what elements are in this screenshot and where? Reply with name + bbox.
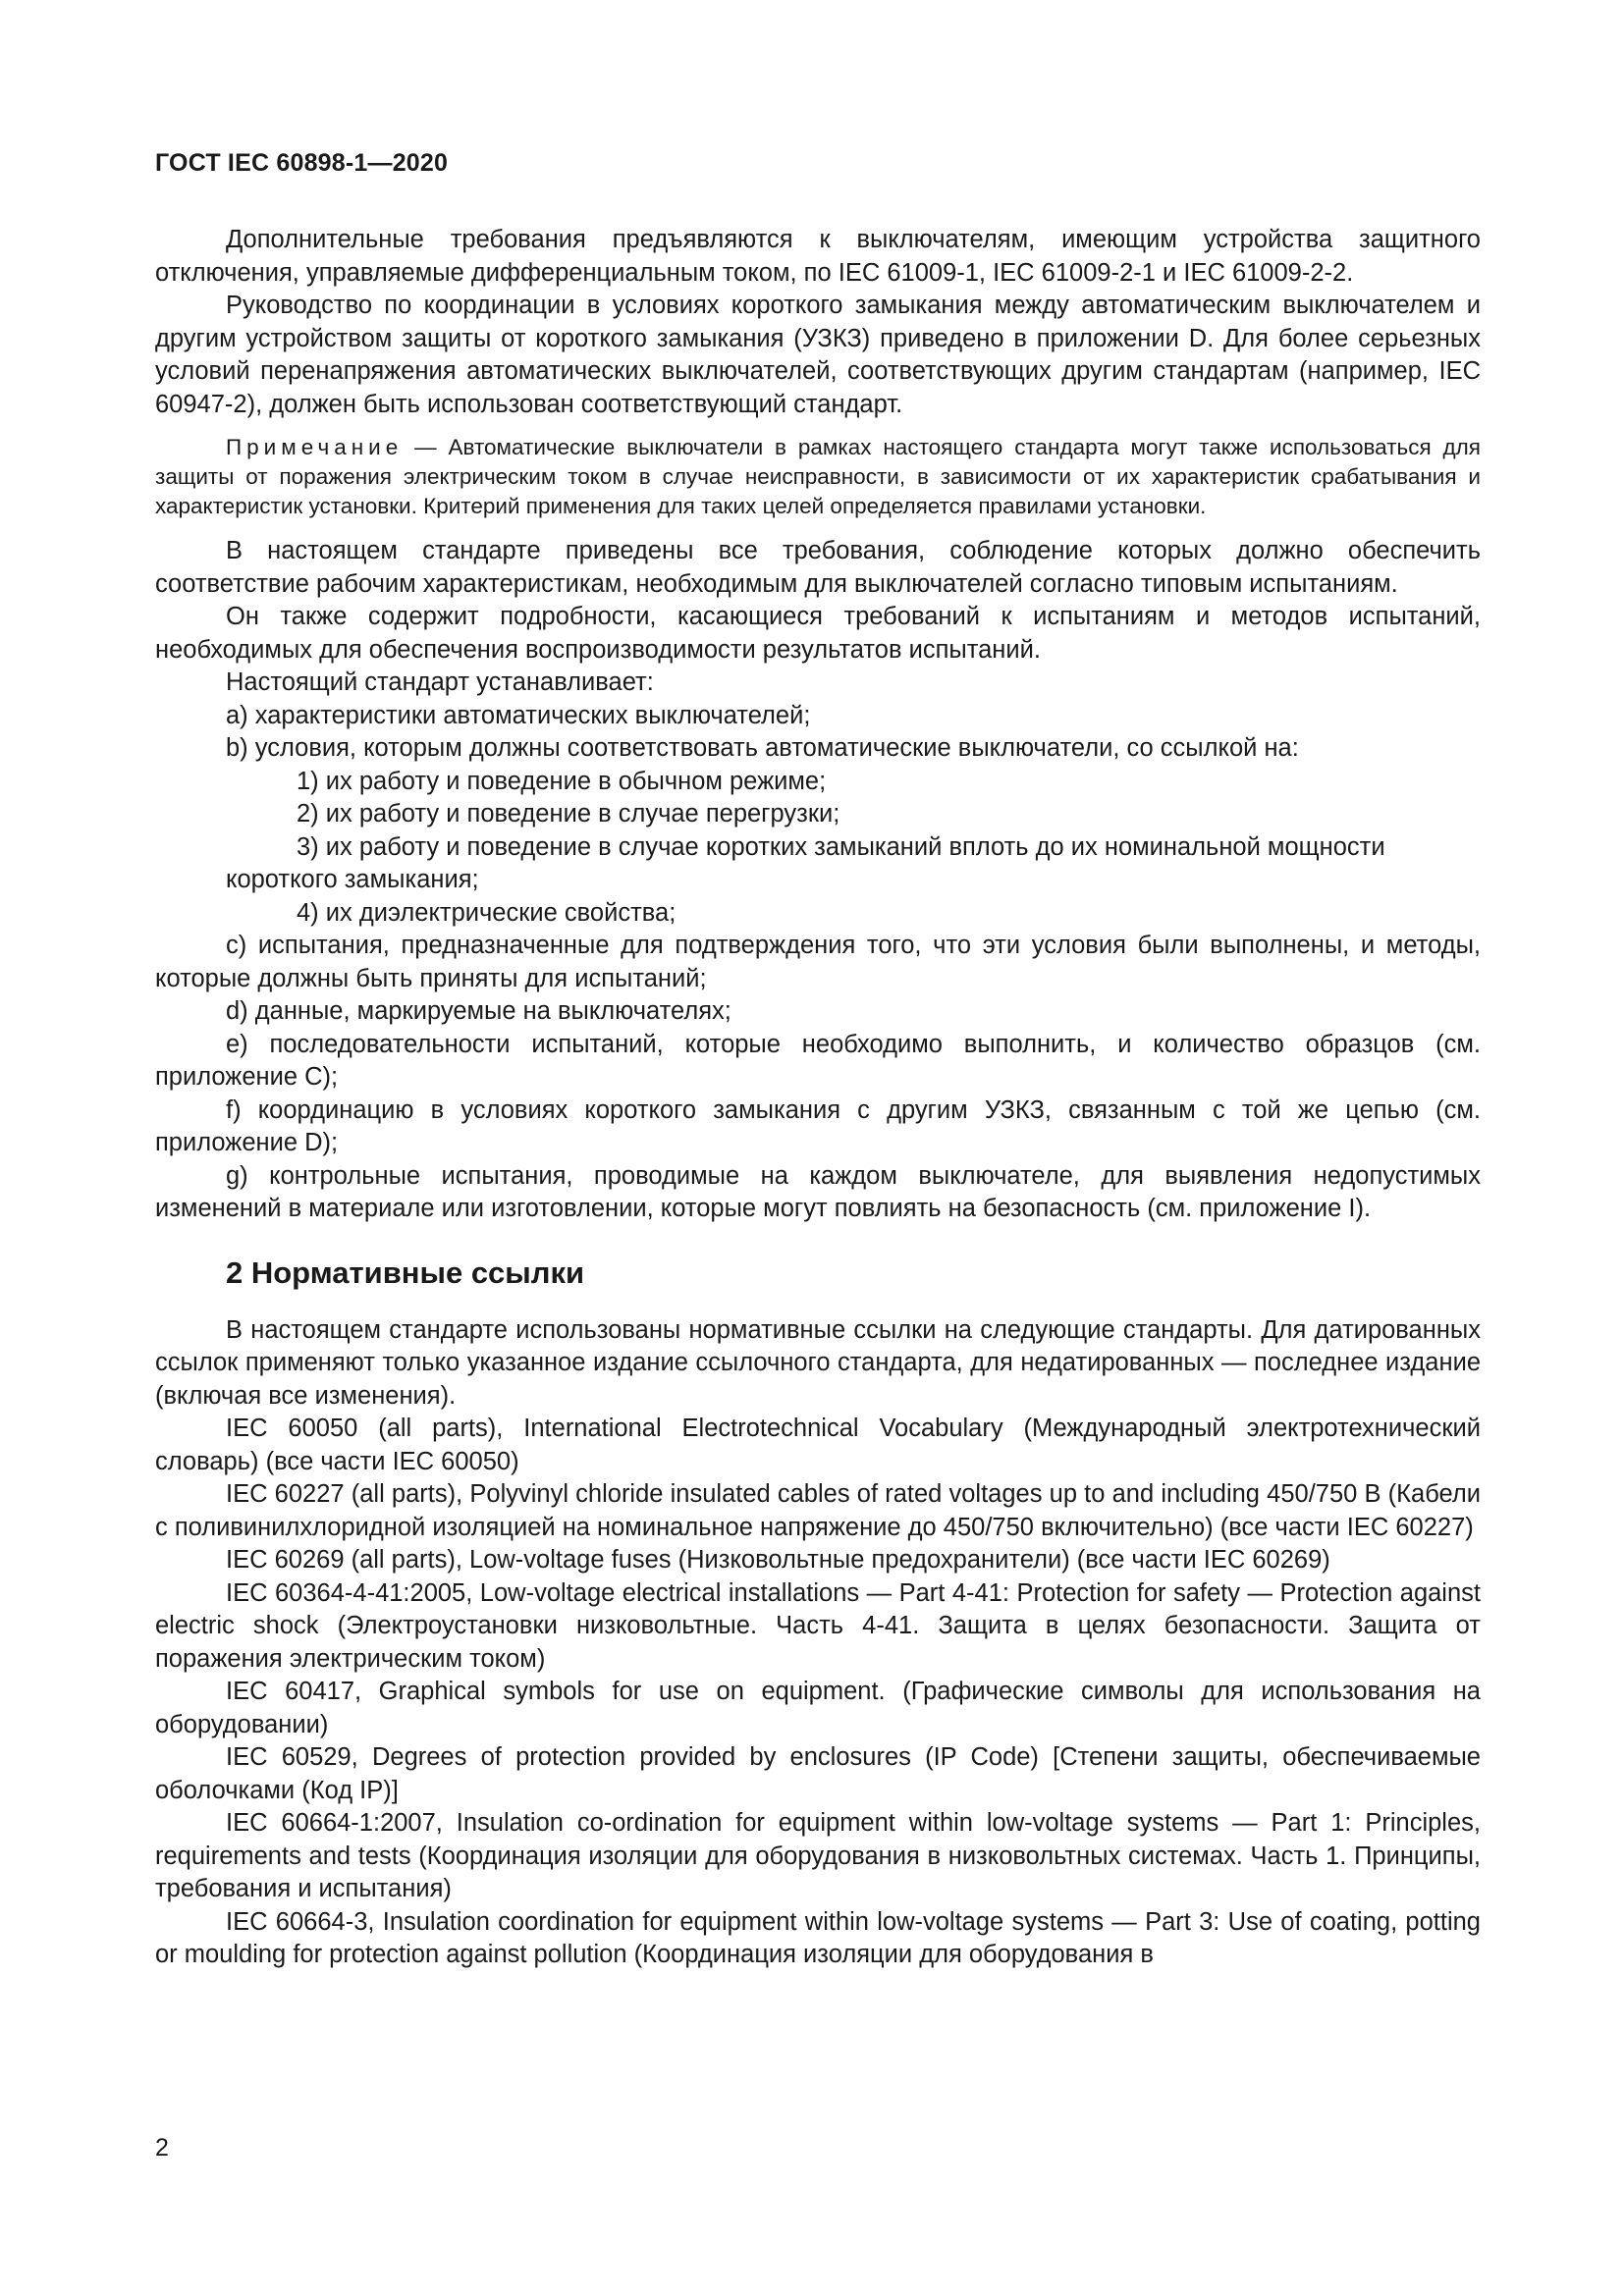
list-item: e) последовательности испытаний, которые необходимо выполнить, и количество образцов (см. приложение С); (155, 1030, 1481, 1091)
reference-item: IEC 60269 (all parts), Low-voltage fuses (Низковольтные предохранители) (все части IEC 60269) (226, 1546, 1330, 1574)
section-heading: 2 Нормативные ссылки (226, 1255, 585, 1290)
note-text: — Автоматические выключатели в рамках настоящего стандарта могут также использоваться для защиты от поражения электрическим током в случае неисправности, в зависимости от их характеристик срабатывания и характеристик установки. Критерий применения для таких целей определяется правилами установки. (155, 435, 1481, 518)
reference-item: IEC 60664-3, Insulation coordination for equipment within low-voltage systems — Part 3: Use of coating, potting or moulding for protection against pollution (Координация изоляции для оборудования в (155, 1907, 1481, 1968)
reference-item: IEC 60050 (all parts), International Electrotechnical Vocabulary (Международный электротехнический словарь) (все части IEC 60050) (155, 1415, 1481, 1475)
sub-list-item-continuation: короткого замыкания; (226, 866, 479, 893)
reference-item: IEC 60664-1:2007, Insulation co-ordination for equipment within low-voltage systems — Part 1: Principles, requirements and tests (Координация изоляции для оборудования в низковольтных системах. Часть 1. Принципы, требования и испытания) (155, 1809, 1481, 1902)
reference-item: IEC 60417, Graphical symbols for use on equipment. (Графические символы для использования на оборудовании) (155, 1678, 1481, 1738)
document-header: ГОСТ IEC 60898-1—2020 (155, 149, 449, 177)
paragraph: Настоящий стандарт устанавливает: (226, 668, 654, 696)
note-label: Примечание (226, 435, 404, 459)
sub-list-item: 1) их работу и поведение в обычном режиме; (297, 767, 827, 795)
list-item: g) контрольные испытания, проводимые на каждом выключателе, для выявления недопустимых изменений в материале или изготовлении, которые могут повлиять на безопасность (см. приложение I). (155, 1161, 1481, 1222)
page-number: 2 (155, 2134, 169, 2162)
note (155, 433, 1481, 521)
paragraph: Дополнительные требования предъявляются к выключателям, имеющим устройства защитного отключения, управляемые дифференциальным током, по IEC 61009-1, IEC 61009-2-1 и IEC 61009-2-2. (155, 226, 1481, 287)
paragraph: В настоящем стандарте использованы нормативные ссылки на следующие стандарты. Для датированных ссылок применяют только указанное издание ссылочного стандарта, для недатированных — последнее издание (включая все изменения). (155, 1315, 1481, 1410)
sub-list-item: 2) их работу и поведение в случае перегрузки; (297, 800, 840, 828)
sub-list-item: 4) их диэлектрические свойства; (297, 898, 677, 927)
reference-item: IEC 60529, Degrees of protection provided by enclosures (IP Code) [Степени защиты, обеспечиваемые оболочками (Код IP)] (155, 1743, 1481, 1804)
sub-list-item: 3) их работу и поведение в случае коротких замыканий вплоть до их номинальной мощности (297, 832, 1385, 861)
page-content (155, 224, 1481, 1972)
reference-item: IEC 60364-4-41:2005, Low-voltage electrical installations — Part 4-41: Protection for safety — Protection against electric shock (Электроустановки низковольтные. Часть 4-41. Защита в целях безопасности. Защита от поражения электрическим током) (155, 1578, 1481, 1673)
list-item: a) характеристики автоматических выключателей; (226, 701, 811, 729)
list-item: c) испытания, предназначенные для подтверждения того, что эти условия были выполнены, и методы, которые должны быть приняты для испытаний; (155, 932, 1481, 992)
reference-item: IEC 60227 (all parts), Polyvinyl chloride insulated cables of rated voltages up to and including 450/750 В (Кабели с поливинилхлоридной изоляцией на номинальное напряжение до 450/750 включительно) (все части IEC 60227) (155, 1480, 1481, 1541)
paragraph: В настоящем стандарте приведены все требования, соблюдение которых должно обеспечить соответствие рабочим характеристикам, необходимым для выключателей согласно типовым испытаниям. (155, 537, 1481, 598)
list-item: b) условия, которым должны соответствовать автоматические выключатели, со ссылкой на: (226, 734, 1299, 762)
paragraph: Он также содержит подробности, касающиеся требований к испытаниям и методов испытаний, необходимых для обеспечения воспроизводимости результатов испытаний. (155, 603, 1481, 664)
paragraph: Руководство по координации в условиях короткого замыкания между автоматическим выключателем и другим устройством защиты от короткого замыкания (УЗКЗ) приведено в приложении D. Для более серьезных условий перенапряжения автоматических выключателей, соответствующих другим стандартам (например, IEC 60947-2), должен быть использован соответствующий стандарт. (155, 292, 1481, 418)
list-item: f) координацию в условиях короткого замыкания с другим УЗКЗ, связанным с той же цепью (см. приложение D); (155, 1095, 1481, 1156)
list-item: d) данные, маркируемые на выключателях; (226, 997, 731, 1025)
